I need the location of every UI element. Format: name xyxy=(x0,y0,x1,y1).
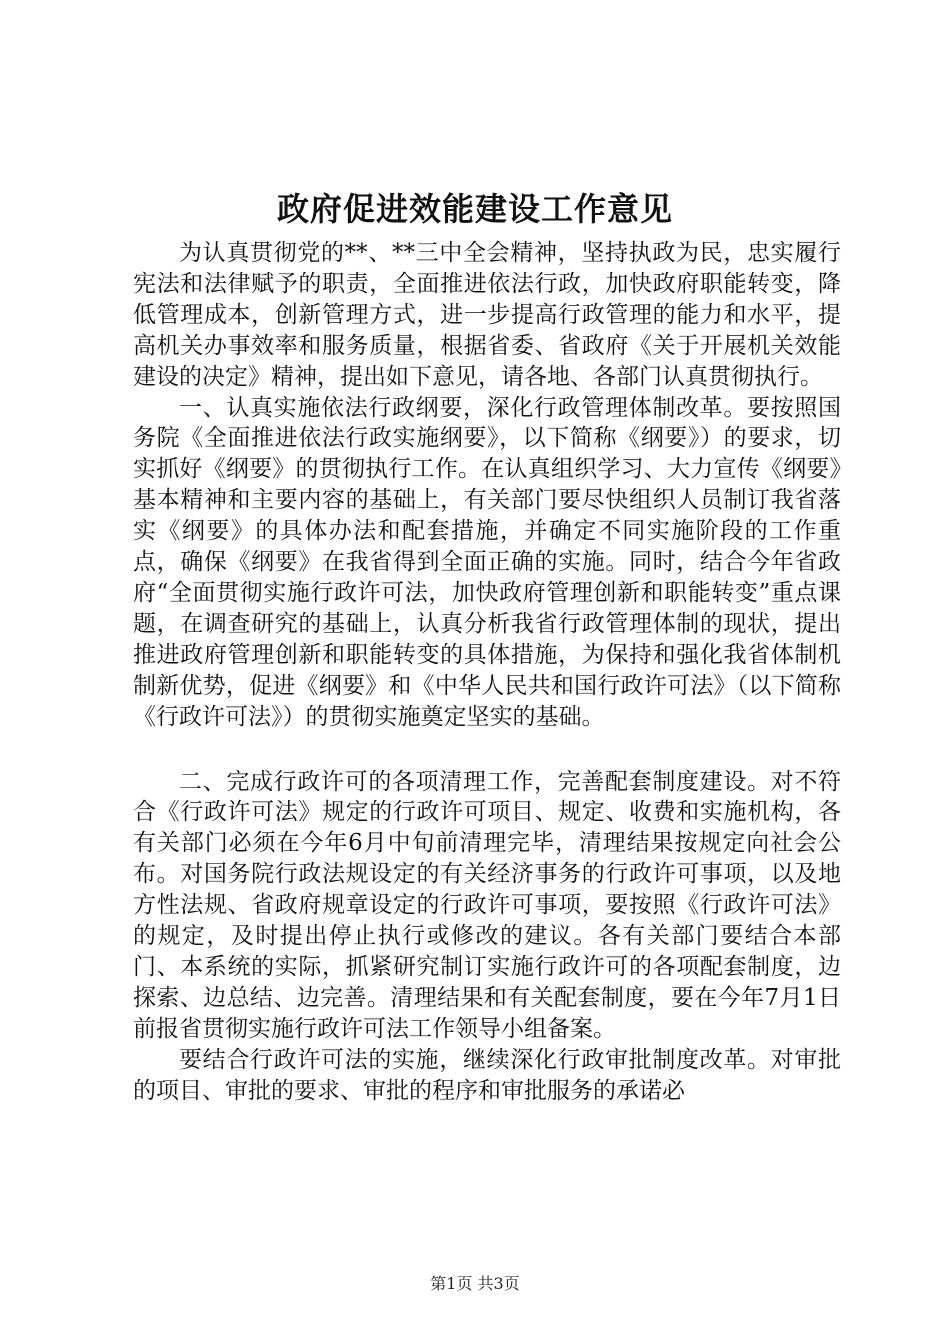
paragraph-approval-reform: 要结合行政许可法的实施，继续深化行政审批制度改革。对审批的项目、审批的要求、审批的程序和审批服务的承诺必 xyxy=(133,1046,841,1104)
document-body xyxy=(133,238,841,1106)
paragraph-section-2: 二、完成行政许可的各项清理工作，完善配套制度建设。对不符合《行政许可法》规定的行政许可项目、规定、收费和实施机构，各有关部门必须在今年6月中旬前清理完毕，清理结果按规定向社会公布。对国务院行政法规设定的有关经济事务的行政许可事项，以及地方性法规、省政府规章设定的行政许可事项，要按照《行政许可法》的规定，及时提出停止执行或修改的建议。各有关部门要结合本部门、本系统的实际，抓紧研究制订实施行政许可的各项配套制度，边探索、边总结、边完善。清理结果和有关配套制度，要在今年7月1日前报省贯彻实施行政许可法工作领导小组备案。 xyxy=(133,768,841,1042)
paragraph-section-1: 一、认真实施依法行政纲要，深化行政管理体制改革。要按照国务院《全面推进依法行政实施纲要》，以下简称《纲要》）的要求，切实抓好《纲要》的贯彻执行工作。在认真组织学习、大力宣传《纲要》基本精神和主要内容的基础上，有关部门要尽快组织人员制订我省落实《纲要》的具体办法和配套措施，并确定不同实施阶段的工作重点，确保《纲要》在我省得到全面正确的实施。同时，结合今年省政府“全面贯彻实施行政许可法，加快政府管理创新和职能转变”重点课题，在调查研究的基础上，认真分析我省行政管理体制的现状，提出推进政府管理创新和职能转变的具体措施，为保持和强化我省体制机制新优势，促进《纲要》和《中华人民共和国行政许可法》（以下简称《行政许可法》）的贯彻实施奠定坚实的基础。 xyxy=(133,394,841,730)
paragraph-intro: 为认真贯彻党的**、**三中全会精神，坚持执政为民，忠实履行宪法和法律赋予的职责，全面推进依法行政，加快政府职能转变，降低管理成本，创新管理方式，进一步提高行政管理的能力和水平，提高机关办事效率和服务质量，根据省委、省政府《关于开展机关效能建设的决定》精神，提出如下意见，请各地、各部门认真贯彻执行。 xyxy=(133,240,841,390)
page-indicator: 第1页 共3页 xyxy=(430,1274,520,1293)
document-title: 政府促进效能建设工作意见 xyxy=(276,190,673,228)
